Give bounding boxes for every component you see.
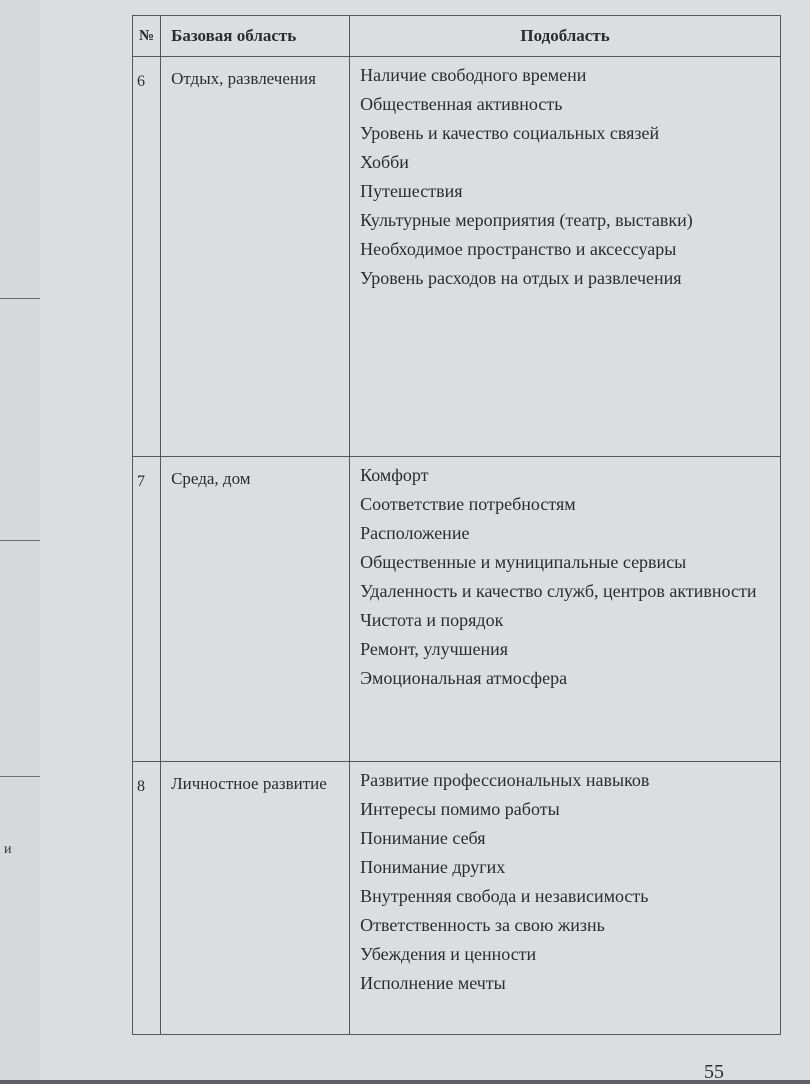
row-number: 7 [133, 457, 161, 762]
row-subareas [350, 57, 781, 457]
header-base-area: Базовая область [161, 16, 350, 57]
prev-page-rule [0, 298, 40, 299]
subarea-item: Хобби [360, 152, 409, 172]
subarea-item: Культурные мероприятия (театр, выставки) [360, 210, 693, 230]
header-subarea: Подобласть [350, 16, 781, 57]
subarea-item: Ответственность за свою жизнь [360, 915, 605, 935]
subarea-item: Ремонт, улучшения [360, 639, 509, 659]
prev-page-rule [0, 776, 40, 777]
subarea-item: Чистота и порядок [360, 610, 504, 630]
table-row [133, 762, 781, 1035]
row-number: 8 [133, 762, 161, 1035]
book-page [40, 0, 810, 1083]
table-row [133, 457, 781, 762]
subarea-item: Расположение [360, 523, 470, 543]
row-subareas [350, 457, 781, 762]
row-base-area: Личностное развитие [161, 762, 350, 1035]
subarea-item: Уровень расходов на отдых и развлечения [360, 268, 682, 288]
subarea-item: Понимание себя [360, 828, 486, 848]
subarea-item: Соответствие потребностям [360, 494, 576, 514]
subarea-item: Убеждения и ценности [360, 944, 537, 964]
subarea-item: Интересы помимо работы [360, 799, 560, 819]
subarea-item: Внутренняя свобода и независимость [360, 886, 649, 906]
page-number: 55 [704, 1061, 724, 1083]
table-header-row [133, 16, 781, 57]
table-row [133, 57, 781, 457]
subarea-item: Комфорт [360, 465, 429, 485]
previous-page-edge [0, 0, 41, 1080]
subarea-item: Эмоциональная атмосфера [360, 668, 568, 688]
subarea-item: Общественные и муниципальные сервисы [360, 552, 687, 572]
subarea-item: Путешествия [360, 181, 463, 201]
row-number: 6 [133, 57, 161, 457]
row-base-area: Отдых, развлечения [161, 57, 350, 457]
subarea-item: Необходимое пространство и аксессуары [360, 239, 677, 259]
row-subareas [350, 762, 781, 1035]
subarea-item: Уровень и качество социальных связей [360, 123, 660, 143]
prev-page-rule [0, 540, 40, 541]
subarea-item: Наличие свободного времени [360, 65, 587, 85]
row-base-area: Среда, дом [161, 457, 350, 762]
subarea-item: Общественная активность [360, 94, 563, 114]
subarea-item: Исполнение мечты [360, 973, 506, 993]
subarea-item: Развитие профессиональных навыков [360, 770, 650, 790]
subarea-item: Удаленность и качество служб, центров активности [360, 581, 757, 601]
subarea-item: Понимание других [360, 857, 506, 877]
life-areas-table [132, 15, 781, 1035]
prev-page-text: и [4, 842, 12, 857]
header-number: № [133, 16, 161, 57]
